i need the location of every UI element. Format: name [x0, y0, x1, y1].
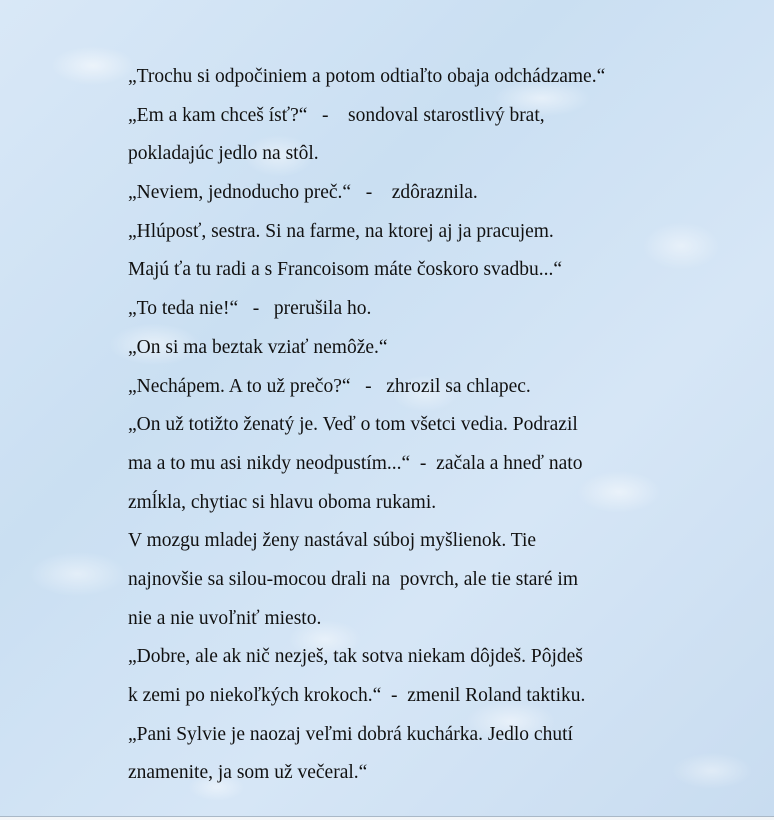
text-line: „Em a kam chceš ísť?“ - sondoval starostlivý brat,	[128, 104, 545, 126]
text-line: ma a to mu asi nikdy neodpustím...“ - začala a hneď nato	[128, 452, 583, 474]
text-line: „Hlúposť, sestra. Si na farme, na ktorej aj ja pracujem.	[128, 220, 554, 242]
text-line: najnovšie sa silou-mocou drali na povrch, ale tie staré im	[128, 568, 578, 590]
text-line: „Pani Sylvie je naozaj veľmi dobrá kuchárka. Jedlo chutí	[128, 723, 573, 745]
text-line: „To teda nie!“ - prerušila ho.	[128, 298, 372, 320]
text-line: V mozgu mladej ženy nastával súboj myšlienok. Tie	[128, 530, 537, 552]
text-line: „Neviem, jednoducho preč.“ - zdôraznila.	[128, 182, 478, 204]
text-line: „Trochu si odpočiniem a potom odtiaľto obaja odchádzame.“	[128, 66, 606, 87]
text-line: zmĺkla, chytiac si hlavu oboma rukami.	[128, 491, 437, 513]
text-line: pokladajúc jedlo na stôl.	[128, 143, 319, 165]
text-line: „On už totižto ženatý je. Veď o tom všetci vedia. Podrazil	[128, 414, 578, 436]
text-line: znamenite, ja som už večeral.“	[128, 762, 368, 784]
story-text	[128, 58, 768, 793]
text-line: „Nechápem. A to už prečo?“ - zhrozil sa chlapec.	[128, 375, 531, 397]
text-line: nie a nie uvoľniť miesto.	[128, 607, 322, 629]
text-line: „On si ma beztak vziať nemôže.“	[128, 336, 388, 358]
text-line: Majú ťa tu radi a s Francoisom máte čoskoro svadbu...“	[128, 259, 562, 281]
text-line: „Dobre, ale ak nič nezješ, tak sotva niekam dôjdeš. Pôjdeš	[128, 646, 583, 668]
text-line: k zemi po niekoľkých krokoch.“ - zmenil Roland taktiku.	[128, 685, 586, 706]
